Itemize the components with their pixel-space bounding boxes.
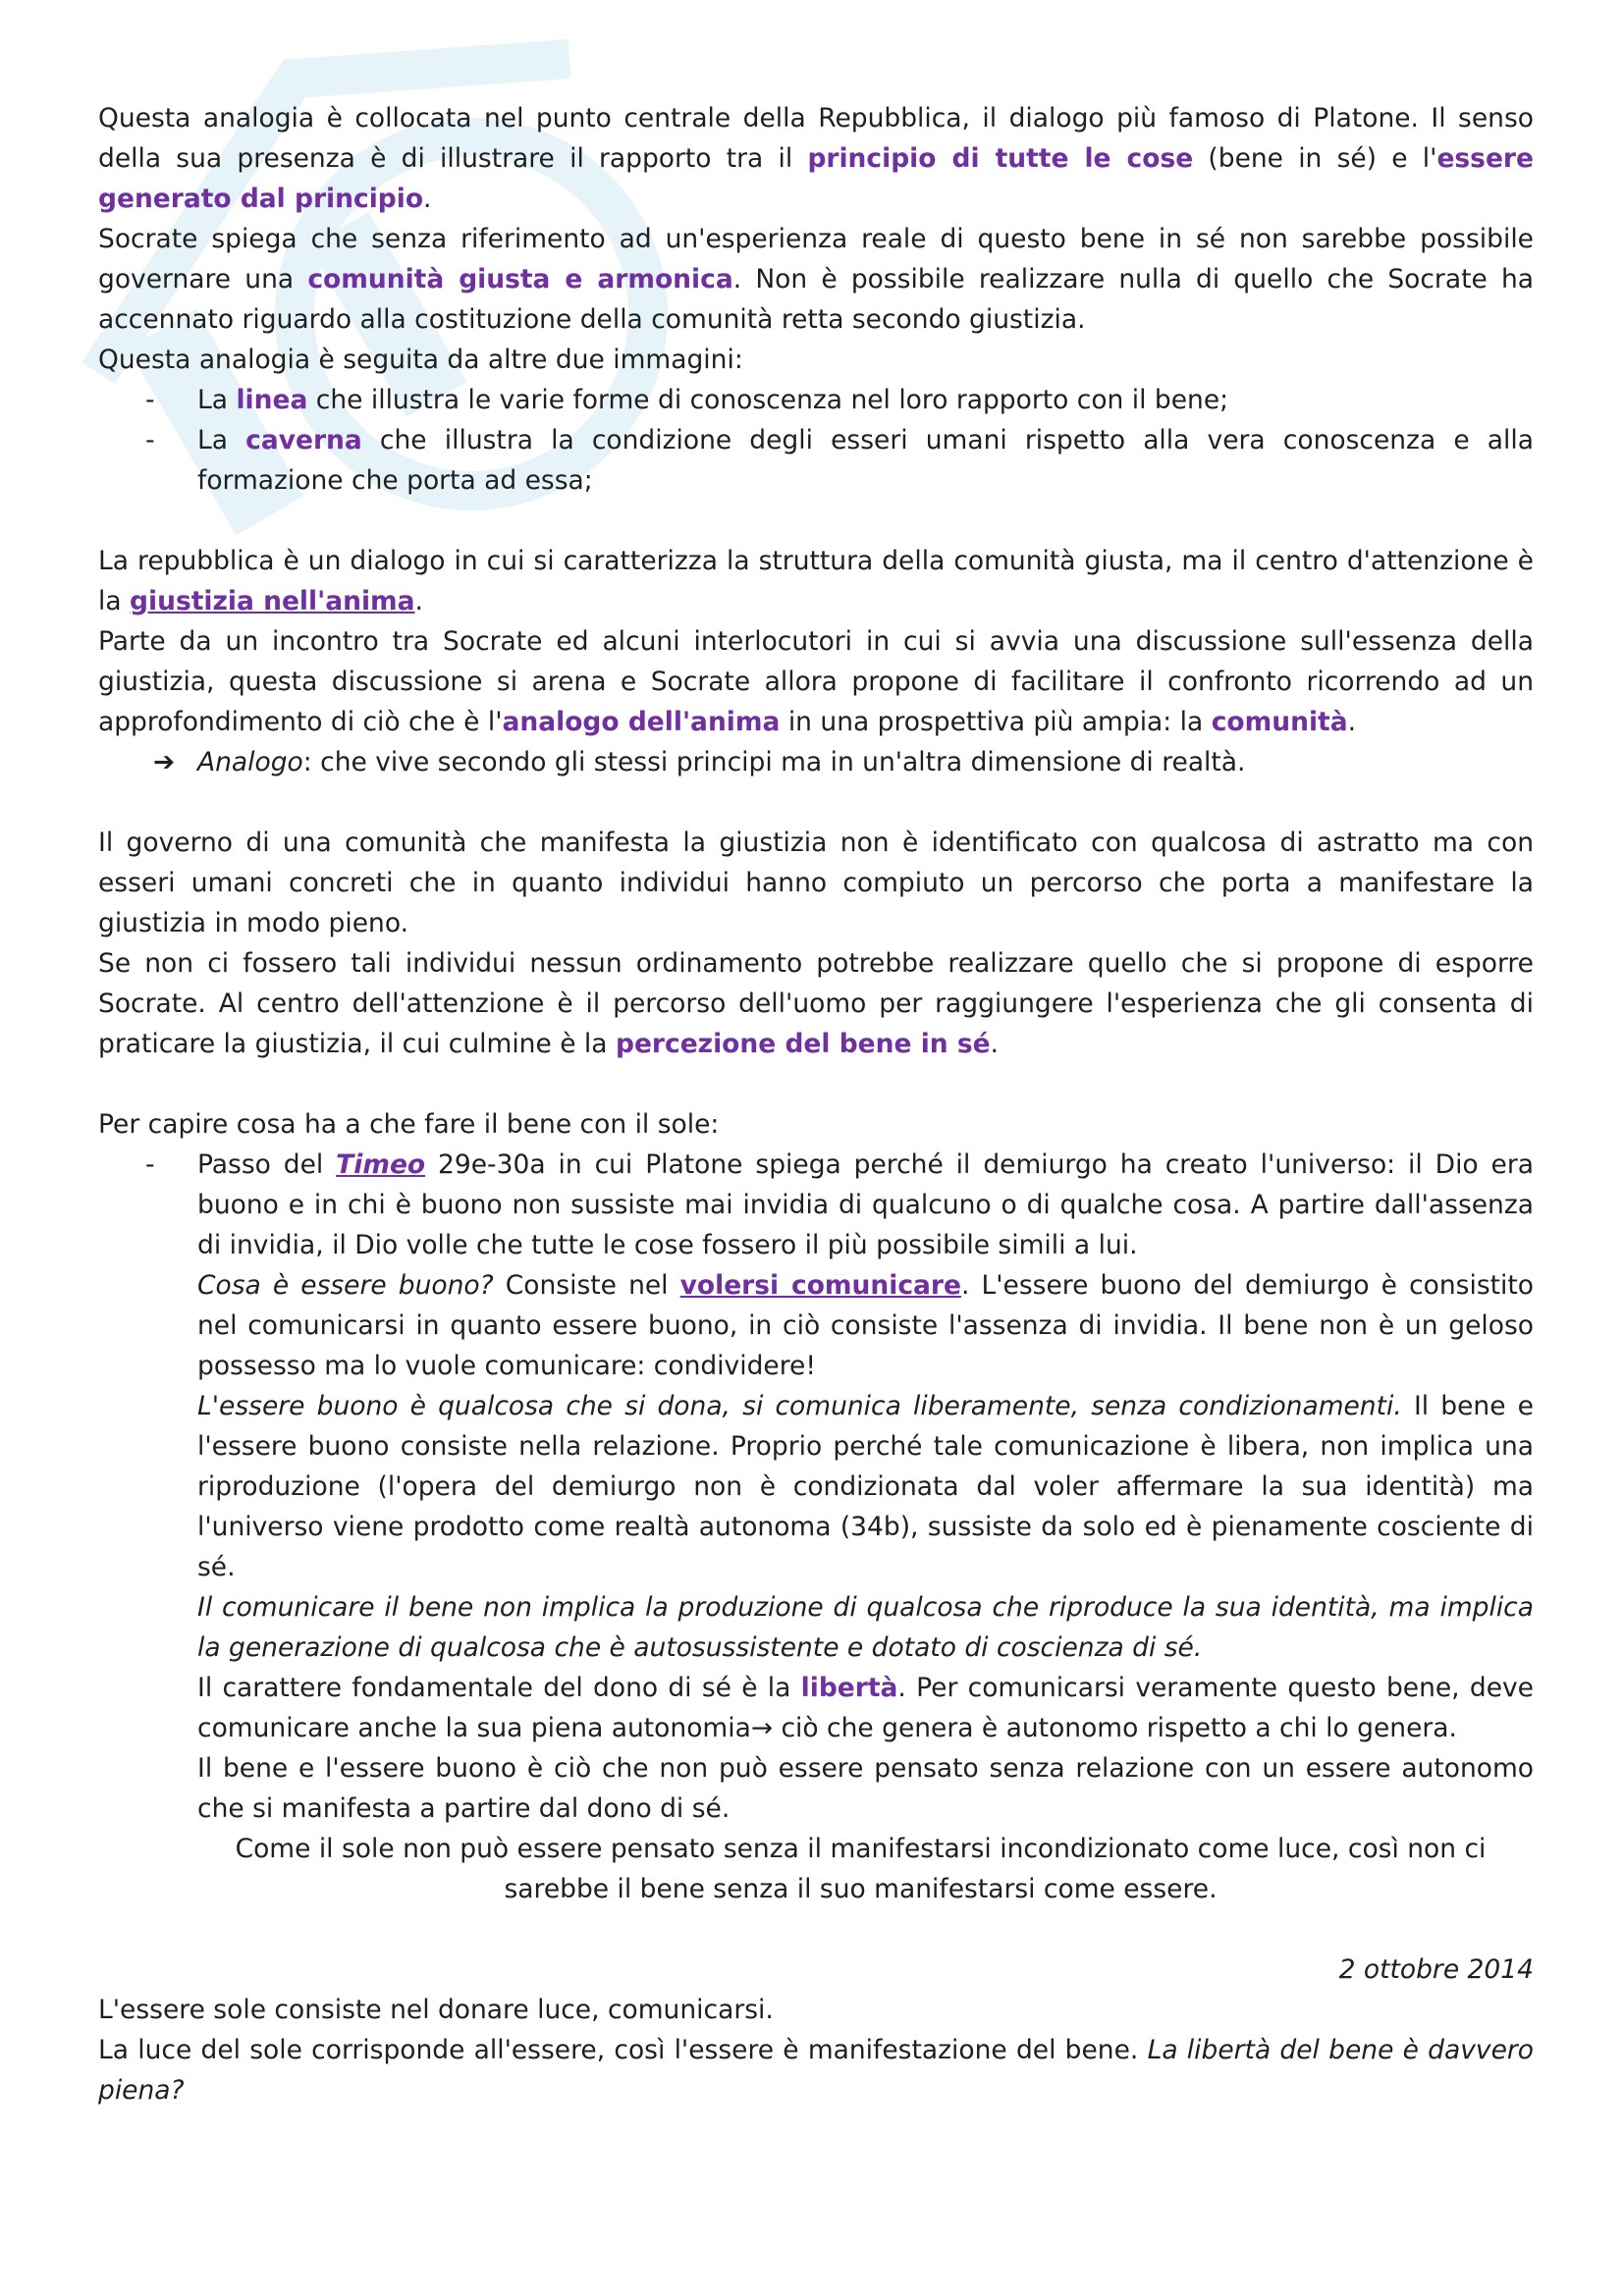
paragraph-analogia: Questa analogia è seguita da altre due immagini: (98, 345, 743, 375)
highlight-liberta: libertà (800, 1673, 898, 1703)
paragraph-socrate: Socrate spiega che senza riferimento ad un'esperienza reale di questo bene in sé non sarebbe possibile governare una comunità giusta e armonica. Non è possibile realizzare nulla di quello che Socrate ha accennato riguardo alla costituzione della comunità retta secondo giustizia. (98, 224, 1534, 335)
dash-bullet: - (145, 385, 155, 415)
subparagraph-dono: L'essere buono è qualcosa che si dona, si comunica liberamente, senza condizionamenti. Il bene e l'essere buono consiste nella relazione. Proprio perché tale comunicazione è libera, non implica una riproduzione (l'opera del demiurgo non è condizionata dal voler affermare la sua identità) ma l'universo viene prodotto come realtà autonoma (34b), sussiste da solo ed è pienamente cosciente di sé. (197, 1391, 1534, 1582)
paragraph-luce-sole: La luce del sole corrisponde all'essere, così l'essere è manifestazione del bene. La libertà del bene è davvero piena? (98, 2035, 1534, 2106)
highlight-timeo: Timeo (336, 1149, 426, 1180)
highlight-essere-generato: essere generato dal principio (98, 143, 1534, 214)
paragraph-individui: Se non ci fossero tali individui nessun ordinamento potrebbe realizzare quello che si propone di esporre Socrate. Al centro dell'attenzione è il percorso dell'uomo per raggiungere l'esperienza che gli consenta di praticare la giustizia, il cui culmine è la percezione del bene in sé. (98, 948, 1534, 1059)
list-timeo (98, 1145, 1534, 1265)
subparagraph-liberta: Il carattere fondamentale del dono di sé è la libertà. Per comunicarsi veramente questo bene, deve comunicare anche la sua piena autonomia→ ciò che genera è autonomo rispetto a chi lo genera. (197, 1673, 1534, 1743)
highlight-linea: linea (236, 385, 308, 415)
list-item-timeo: - Passo del Timeo 29e-30a in cui Platone spiega perché il demiurgo ha creato l'universo: il Dio era buono e in chi è buono non sussiste mai invidia di qualcuno o di qualche cosa. A partire dall'assenza di invidia, il Dio volle che tutte le cose fossero il più possibile simili a lui. (98, 1145, 1534, 1265)
timeo-subparagraphs (98, 1265, 1534, 1829)
list-images (98, 380, 1534, 501)
paragraph-essere-sole: L'essere sole consiste nel donare luce, comunicarsi. (98, 1995, 774, 2025)
highlight-principio: principio di tutte le cose (807, 143, 1194, 174)
dash-bullet: - (145, 1149, 155, 1180)
highlight-analogo-anima: analogo dell'anima (502, 707, 781, 737)
highlight-volersi-comunicare: volersi comunicare (679, 1270, 961, 1301)
highlight-caverna: caverna (245, 425, 362, 455)
list-item-linea: - La linea che illustra le varie forme di conoscenza nel loro rapporto con il bene; (98, 380, 1534, 420)
subparagraph-comunicare: Il comunicare il bene non implica la produzione di qualcosa che riproduce la sua identità, ma implica la generazione di qualcosa che è autosussistente e dotato di coscienza di sé. (197, 1592, 1534, 1663)
paragraph-incontro: Parte da un incontro tra Socrate ed alcuni interlocutori in cui si avvia una discussione sull'essenza della giustizia, questa discussione si arena e Socrate allora propone di facilitare il confronto ricorrendo ad un approfondimento di ciò che è l'analogo dell'anima in una prospettiva più ampia: la comunità. (98, 626, 1534, 737)
paragraph-bene-sole: Per capire cosa ha a che fare il bene con il sole: (98, 1109, 720, 1140)
subparagraph-essere-buono: Cosa è essere buono? Consiste nel volersi comunicare. L'essere buono del demiurgo è consistito nel comunicarsi in quanto essere buono, in ciò consiste l'assenza di invidia. Il bene non è un geloso possesso ma lo vuole comunicare: condividere! (197, 1270, 1534, 1381)
highlight-percezione-bene: percezione del bene in sé (615, 1029, 991, 1059)
centered-quote: Come il sole non può essere pensato senza il manifestarsi incondizionato come luce, così non ci sarebbe il bene senza il suo manifestarsi come essere. (235, 1834, 1487, 1904)
subparagraph-relazione: Il bene e l'essere buono è ciò che non può essere pensato senza relazione con un essere autonomo che si manifesta a partire dal dono di sé. (197, 1753, 1534, 1824)
arrow-note-analogo: ➔ Analogo: che vive secondo gli stessi principi ma in un'altra dimensione di realtà. (98, 742, 1534, 782)
highlight-comunita: comunità (1211, 707, 1348, 737)
paragraph-intro: Questa analogia è collocata nel punto centrale della Repubblica, il dialogo più famoso di Platone. Il senso della sua presenza è di illustrare il rapporto tra il principio di tutte le cose (bene in sé) e l'essere generato dal principio. (98, 103, 1534, 214)
paragraph-governo: Il governo di una comunità che manifesta la giustizia non è identificato con qualcosa di astratto ma con esseri umani concreti che in quanto individui hanno compiuto un percorso che porta a manifestare la giustizia in modo pieno. (98, 828, 1534, 938)
highlight-comunita-giusta: comunità giusta e armonica (307, 264, 733, 294)
dash-bullet: - (145, 425, 155, 455)
list-item-caverna: - La caverna che illustra la condizione degli esseri umani rispetto alla vera conoscenza e alla formazione che porta ad essa; (98, 420, 1534, 501)
arrow-right-icon: ➔ (153, 747, 176, 777)
highlight-giustizia-anima: giustizia nell'anima (130, 586, 415, 616)
paragraph-repubblica: La repubblica è un dialogo in cui si caratterizza la struttura della comunità giusta, ma il centro d'attenzione è la giustizia nell'anima. (98, 546, 1534, 616)
arrow-right-icon: → (750, 1713, 774, 1743)
date-label: 2 ottobre 2014 (1338, 1954, 1534, 1985)
document-page (98, 98, 1534, 2110)
